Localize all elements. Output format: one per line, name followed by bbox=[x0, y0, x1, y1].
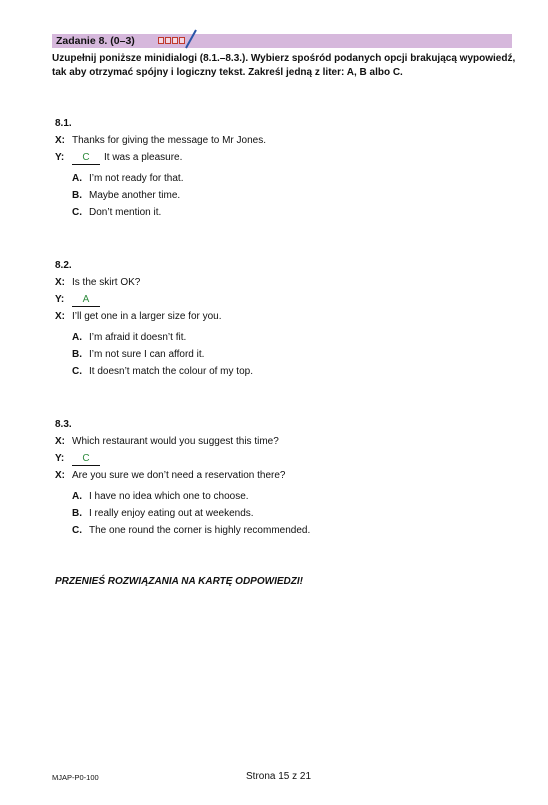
exam-code: MJAP-P0-100 bbox=[52, 773, 99, 782]
option-c[interactable]: C. The one round the corner is highly recommended. bbox=[72, 525, 311, 536]
speaker-label: Y: bbox=[55, 294, 65, 305]
pen-icon bbox=[184, 28, 198, 50]
transfer-note: PRZENIEŚ ROZWIĄZANIA NA KARTĘ ODPOWIEDZI! bbox=[55, 576, 303, 587]
question-8-3 bbox=[55, 416, 310, 539]
speaker-label: X: bbox=[55, 436, 65, 447]
question-8-2 bbox=[55, 257, 253, 380]
score-box-1 bbox=[158, 37, 164, 44]
dialog-text: Which restaurant would you suggest this time? bbox=[72, 436, 279, 447]
option-b[interactable]: B. I really enjoy eating out at weekends. bbox=[72, 508, 254, 519]
speaker-label: X: bbox=[55, 135, 65, 146]
option-c[interactable]: C. Don’t mention it. bbox=[72, 207, 162, 218]
page-number: Strona 15 z 21 bbox=[246, 771, 312, 782]
option-b[interactable]: B. I’m not sure I can afford it. bbox=[72, 349, 205, 360]
speaker-label: X: bbox=[55, 277, 65, 288]
dialog-line bbox=[55, 291, 253, 308]
option-a[interactable]: A. I’m afraid it doesn’t fit. bbox=[72, 332, 187, 343]
option-c[interactable]: C. It doesn’t match the colour of my top. bbox=[72, 366, 253, 377]
speaker-label: Y: bbox=[55, 152, 65, 163]
options-list bbox=[72, 170, 266, 221]
score-boxes bbox=[158, 37, 185, 44]
options-list bbox=[72, 488, 310, 539]
score-box-2 bbox=[165, 37, 171, 44]
score-box-3 bbox=[172, 37, 178, 44]
answer-blank[interactable]: C bbox=[72, 453, 100, 466]
question-number: 8.2. bbox=[55, 260, 72, 271]
question-number: 8.3. bbox=[55, 419, 72, 430]
question-8-1 bbox=[55, 115, 266, 221]
dialog-text: Thanks for giving the message to Mr Jones. bbox=[72, 135, 266, 146]
dialog-line bbox=[55, 433, 310, 450]
speaker-label: X: bbox=[55, 470, 65, 481]
option-b[interactable]: B. Maybe another time. bbox=[72, 190, 181, 201]
option-a[interactable]: A. I have no idea which one to choose. bbox=[72, 491, 249, 502]
dialog-line bbox=[55, 308, 253, 325]
dialog-text: I’ll get one in a larger size for you. bbox=[72, 311, 222, 322]
dialog-text: It was a pleasure. bbox=[104, 152, 183, 163]
dialog-text: Are you sure we don’t need a reservation there? bbox=[72, 470, 286, 481]
option-a[interactable]: A. I’m not ready for that. bbox=[72, 173, 184, 184]
speaker-label: Y: bbox=[55, 453, 65, 464]
dialog-line bbox=[55, 467, 310, 484]
speaker-label: X: bbox=[55, 311, 65, 322]
dialog-text: Is the skirt OK? bbox=[72, 277, 141, 288]
dialog-line bbox=[55, 149, 266, 166]
task-instructions: Uzupełnij poniższe minidialogi (8.1.–8.3.). Wybierz spośród podanych opcji brakującą wypowiedź, tak aby otrzymać spójny i logiczny tekst. Zakreśl jedną z liter: A, B albo C. bbox=[52, 53, 516, 78]
dialog-line bbox=[55, 132, 266, 149]
dialog-line bbox=[55, 274, 253, 291]
task-title: Zadanie 8. (0–3) bbox=[56, 35, 135, 47]
options-list bbox=[72, 329, 253, 380]
dialog-line bbox=[55, 450, 310, 467]
answer-blank[interactable]: C bbox=[72, 152, 100, 165]
question-number: 8.1. bbox=[55, 118, 72, 129]
answer-blank[interactable]: A bbox=[72, 294, 100, 307]
